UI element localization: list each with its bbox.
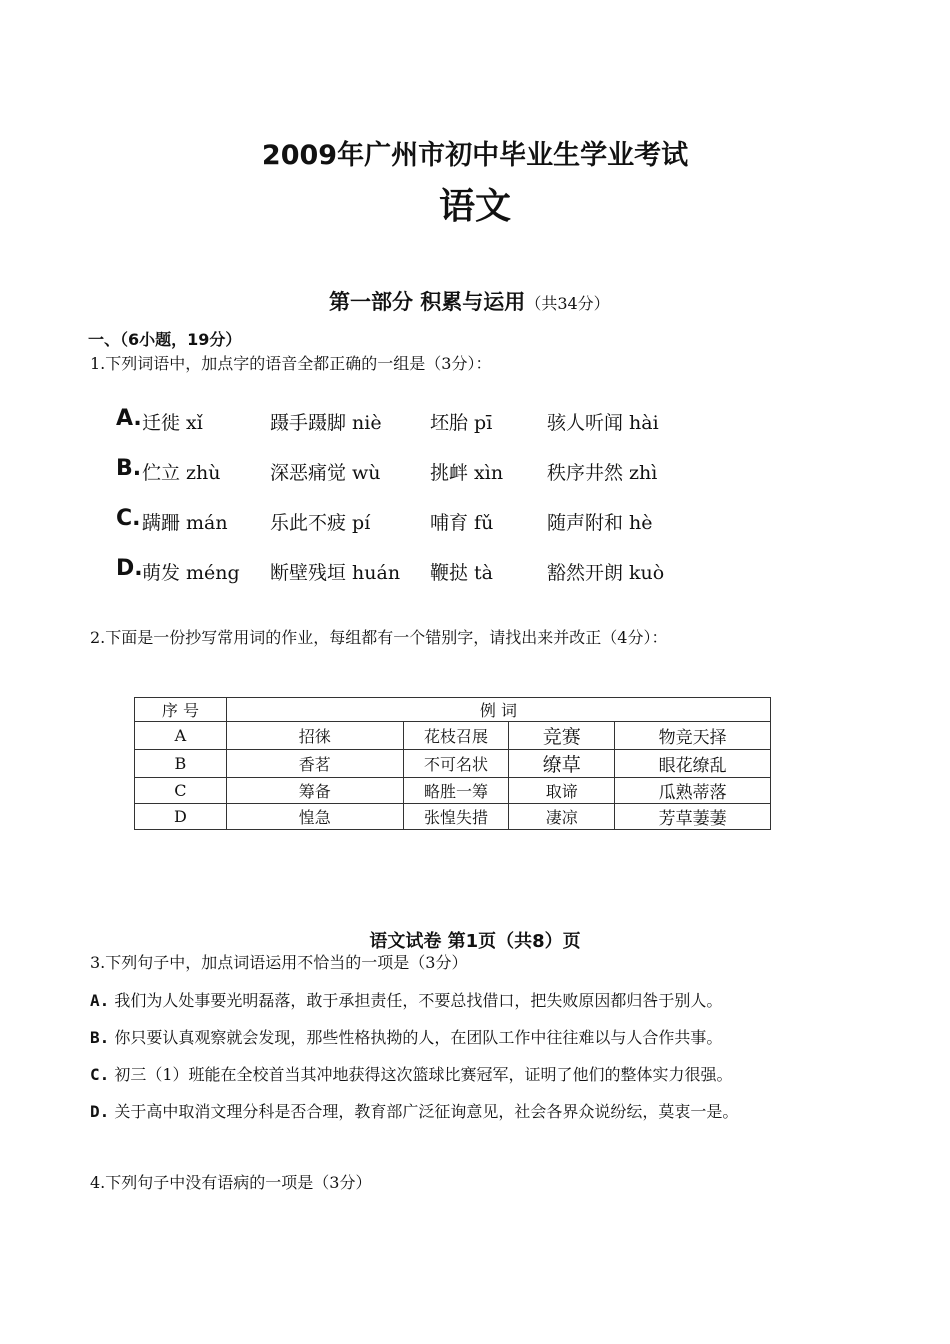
table-cell: 香茗 — [226, 750, 403, 778]
option-letter: C. — [116, 506, 141, 531]
table-header-cell: 例 词 — [226, 698, 770, 722]
table-cell: 瓜熟蒂落 — [615, 778, 771, 804]
option-text: 你只要认真观察就会发现，那些性格执拗的人，在团队工作中往往难以与人合作共事。 — [114, 1028, 723, 1047]
table-header-row — [135, 698, 771, 722]
table-cell: A — [135, 722, 227, 750]
option-letter: B. — [90, 1028, 110, 1047]
option-item: 坯胎 pī — [430, 412, 493, 434]
question-3-option — [90, 1025, 722, 1048]
option-row — [116, 406, 142, 431]
exam-title: 2009年广州市初中毕业生学业考试 — [261, 140, 689, 171]
option-letter: B. — [116, 456, 142, 481]
question-3-option — [90, 1062, 733, 1085]
typo-table — [134, 697, 771, 830]
table-cell: 芳草萋萋 — [615, 804, 771, 830]
option-letter: A. — [116, 406, 142, 431]
option-row — [116, 456, 141, 481]
question-1-stem: 1.下列词语中，加点字的语音全都正确的一组是（3分）： — [90, 354, 492, 373]
option-text: 关于高中取消文理分科是否合理，教育部广泛征询意见，社会各界众说纷纭，莫衷一是。 — [114, 1102, 739, 1121]
table-cell: 竞赛 — [509, 722, 615, 750]
option-item: 伫立 zhù — [142, 462, 221, 484]
option-item: 秩序井然 zhì — [547, 462, 658, 484]
question-3-stem: 3.下列句子中，加点词语运用不恰当的一项是（3分） — [90, 953, 468, 972]
section-label: 一、（6小题，19分） — [88, 330, 242, 349]
table-cell: D — [135, 804, 227, 830]
table-cell: 不可名状 — [403, 750, 509, 778]
table-row — [135, 778, 771, 804]
table-cell: 张惶失措 — [403, 804, 509, 830]
table-cell: 取谛 — [509, 778, 615, 804]
option-item: 随声附和 hè — [547, 512, 653, 534]
option-item: 哺育 fǔ — [430, 512, 494, 534]
table-cell: 物竞天择 — [615, 722, 771, 750]
table-cell: 花枝召展 — [403, 722, 509, 750]
option-text: 我们为人处事要光明磊落，敢于承担责任，不要总找借口，把失败原因都归咎于别人。 — [114, 991, 723, 1010]
table-cell: 凄凉 — [509, 804, 615, 830]
table-cell: 缭草 — [509, 750, 615, 778]
option-letter: C. — [90, 1065, 110, 1084]
option-letter: D. — [116, 556, 143, 581]
option-item: 蹑手蹑脚 niè — [270, 412, 382, 434]
option-item: 深恶痛觉 wù — [270, 462, 381, 484]
page-footer: 语文试卷 第1页（共8）页 — [369, 931, 581, 952]
option-item: 萌发 méng — [142, 562, 240, 584]
table-header-cell: 序 号 — [135, 698, 227, 722]
table-row — [135, 750, 771, 778]
option-item: 断壁残垣 huán — [270, 562, 401, 584]
table-cell: 惶急 — [226, 804, 403, 830]
table-cell: 招徕 — [226, 722, 403, 750]
option-item: 鞭挞 tà — [430, 562, 494, 584]
table-cell: 眼花缭乱 — [615, 750, 771, 778]
table-cell: 筹备 — [226, 778, 403, 804]
table-cell: 略胜一筹 — [403, 778, 509, 804]
table-row — [135, 722, 771, 750]
option-item: 迁徙 xǐ — [142, 412, 203, 434]
option-letter: A. — [90, 991, 110, 1010]
question-4-stem: 4.下列句子中没有语病的一项是（3分） — [90, 1173, 372, 1192]
option-item: 骇人听闻 hài — [547, 412, 659, 434]
table-cell: B — [135, 750, 227, 778]
option-letter: D. — [90, 1102, 110, 1121]
option-item: 蹒跚 mán — [142, 512, 228, 534]
option-text: 初三（1）班能在全校首当其冲地获得这次篮球比赛冠军，证明了他们的整体实力很强。 — [114, 1065, 733, 1084]
question-3-option — [90, 988, 722, 1011]
part-title — [329, 286, 610, 316]
option-item: 挑衅 xìn — [430, 462, 504, 484]
question-3-option — [90, 1099, 738, 1122]
option-row — [116, 556, 143, 581]
part-title-text: 第一部分 积累与运用 — [329, 290, 526, 314]
question-2-stem: 2.下面是一份抄写常用词的作业，每组都有一个错别字，请找出来并改正（4分）： — [90, 628, 668, 647]
table-row — [135, 804, 771, 830]
option-row — [116, 506, 141, 531]
table-cell: C — [135, 778, 227, 804]
part-title-note: （共34分） — [525, 294, 610, 313]
option-item: 乐此不疲 pí — [270, 512, 371, 534]
option-item: 豁然开朗 kuò — [547, 562, 665, 584]
subject-title: 语文 — [438, 186, 511, 227]
